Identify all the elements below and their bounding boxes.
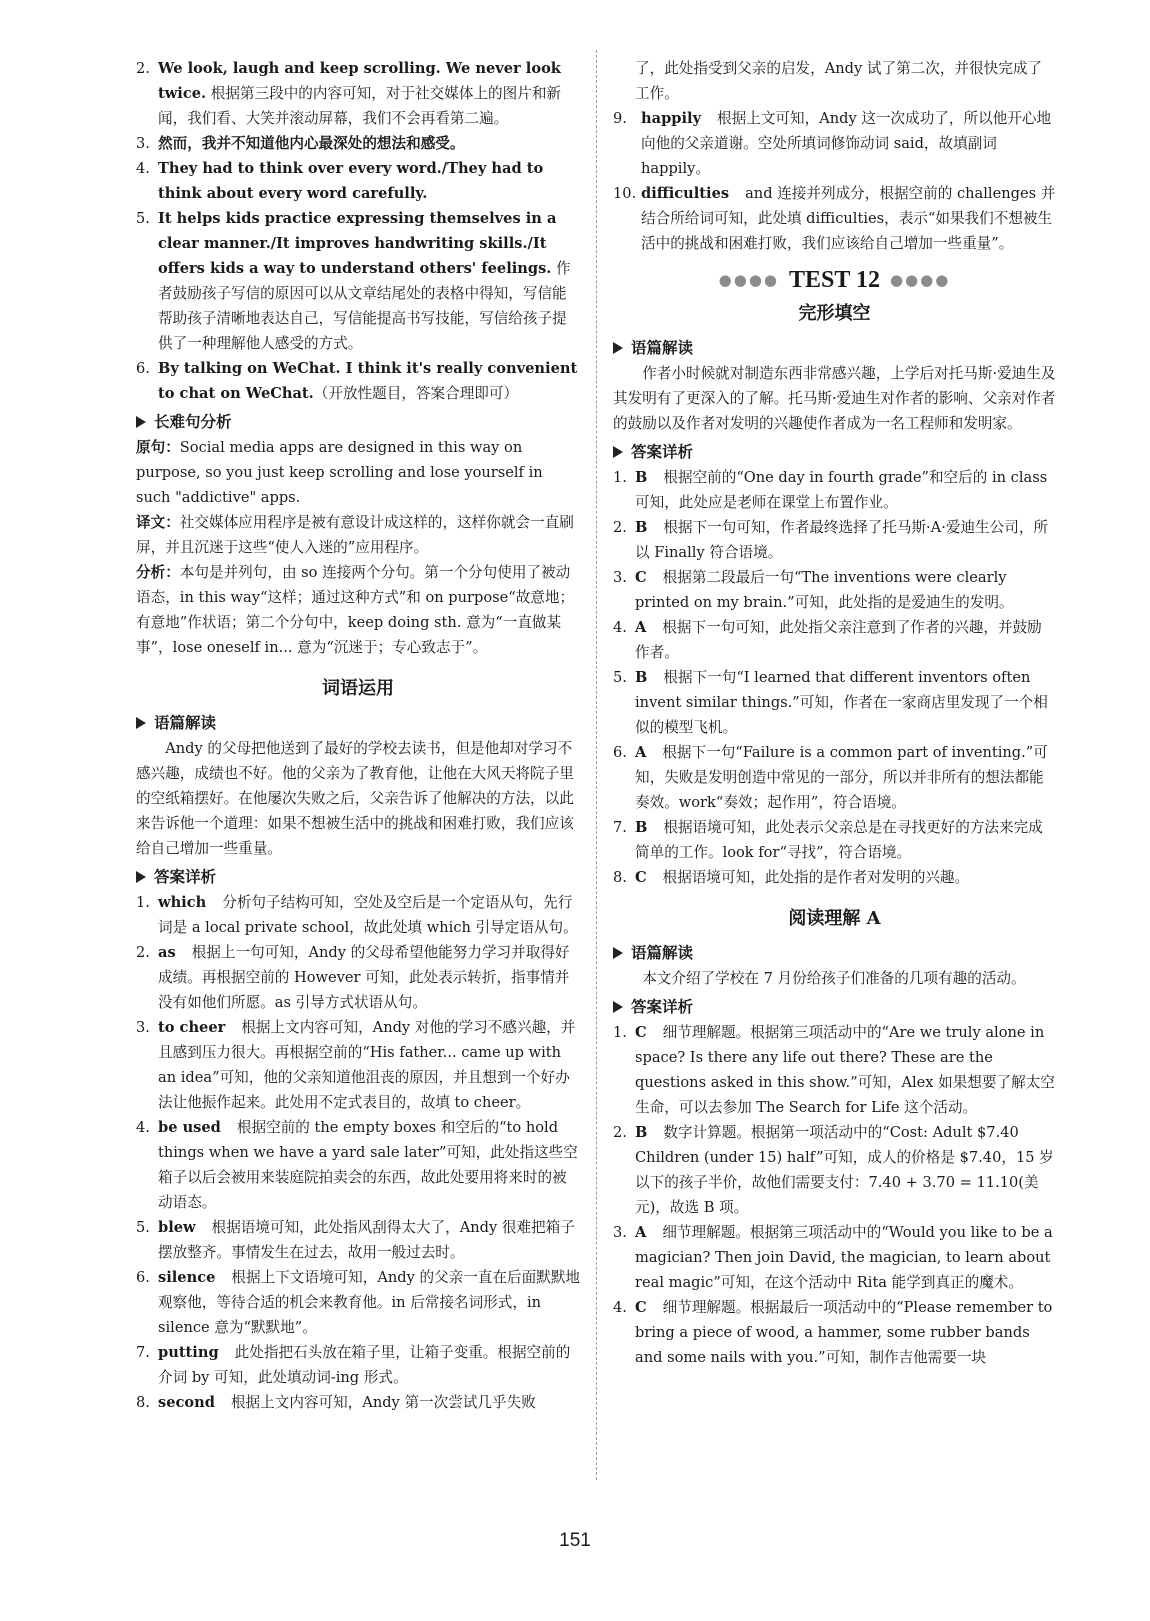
answer-explanation: 根据上下文语境可知，Andy 的父亲一直在后面默默地观察他，等待合适的机会来教育他。in 后常接名词形式，in silence 意为“默默地”。 — [158, 1269, 581, 1336]
answers-heading: 答案详析 — [136, 864, 580, 889]
page-number: 151 — [559, 1530, 591, 1551]
answer-explanation: and 连接并列成分，根据空前的 challenges 并结合所给词可知，此处填 difficulties，表示“如果我们不想被生活中的挑战和困难打败，我们应该给自己增加一些重量”。 — [641, 185, 1056, 252]
answer-item — [613, 515, 1056, 565]
arrow-bullet-icon — [136, 717, 146, 729]
answer-number: 5. — [136, 210, 150, 227]
answer-list-word-usage-cont — [613, 106, 1056, 256]
answer-number: 4. — [136, 1119, 150, 1136]
analysis: 分析：本句是并列句，由 so 连接两个分句。第一个分句使用了被动语态，in this way“这样；通过这种方式”和 on purpose“故意地；有意地”作状语；第二个分句中，keep doing sth. 意为“一直做某事”，lose oneself in... 意为“沉迷于；专心致志于”。 — [136, 564, 575, 656]
answer-text-bold: We look, laugh and keep scrolling. We never look twice. — [158, 60, 561, 102]
answer-item — [136, 131, 580, 156]
decorative-dots: ●●●● — [718, 271, 780, 289]
answer-explanation: 此处指把石头放在箱子里，让箱子变重。根据空前的介词 by 可知，此处填动词-ing 形式。 — [158, 1344, 571, 1386]
ra-answers-heading: 答案详析 — [613, 994, 1056, 1019]
answer-key: A — [635, 619, 647, 636]
answer-number: 2. — [136, 944, 150, 961]
answer-key: B — [635, 819, 648, 836]
answer-key: difficulties — [641, 185, 730, 202]
answer-number: 1. — [136, 894, 150, 911]
answer-key: blew — [158, 1219, 196, 1236]
answer-item — [613, 1120, 1056, 1220]
answer-number: 2. — [613, 519, 627, 536]
answer-text-bold: By talking on WeChat. I think it's really convenient to chat on WeChat. — [158, 360, 578, 402]
answer-text-bold: It helps kids practice expressing themselves in a clear manner./It improves handwriting skills./It offers kids a way to understand others' feelings. — [158, 210, 557, 277]
answer-key: as — [158, 944, 176, 961]
answer-number: 2. — [136, 60, 150, 77]
answer-number: 4. — [613, 619, 627, 636]
answer-item — [136, 156, 580, 206]
answer-number: 6. — [613, 744, 627, 761]
arrow-bullet-icon — [136, 871, 146, 883]
answer-explanation: 细节理解题。根据第三项活动中的“Would you like to be a magician? Then join David, the magician, to learn about real magic”可知，在这个活动中 Rita 能学到真正的魔术。 — [635, 1224, 1053, 1291]
answer-item — [136, 1265, 580, 1340]
answer-number: 4. — [136, 160, 150, 177]
answer-key: happily — [641, 110, 702, 127]
answer-list-cloze — [613, 465, 1056, 890]
answer-number: 8. — [613, 869, 627, 886]
reading-heading: 语篇解读 — [136, 710, 580, 735]
answer-explanation: 根据上文内容可知，Andy 对他的学习不感兴趣，并且感到压力很大。再根据空前的“His father... came up with an idea”可知，他的父亲知道他沮丧的原因，并且想到一个好办法让他振作起来。此处用不定式表目的，故填 to cheer。 — [158, 1019, 576, 1111]
left-column — [136, 56, 580, 1415]
answer-explanation: 作者鼓励孩子写信的原因可以从文章结尾处的表格中得知，写信能帮助孩子清晰地表达自己，写信能提高书写技能，写信给孩子提供了一种理解他人感受的方式。 — [158, 260, 571, 352]
cloze-answers-heading: 答案详析 — [613, 439, 1056, 464]
answer-number: 10. — [613, 185, 637, 202]
answer-key: B — [635, 469, 648, 486]
answer-explanation: 根据第三段中的内容可知，对于社交媒体上的图片和新闻，我们看、大笑并滚动屏幕，我们不会再看第二遍。 — [158, 85, 562, 127]
arrow-bullet-icon — [136, 416, 146, 428]
answer-item — [136, 206, 580, 356]
answer-item — [613, 865, 1056, 890]
answer-key: A — [635, 744, 647, 761]
cloze-reading-heading: 语篇解读 — [613, 335, 1056, 360]
answer-key: second — [158, 1394, 215, 1411]
cloze-reading-summary: 作者小时候就对制造东西非常感兴趣，上学后对托马斯·爱迪生及其发明有了更深入的了解。托马斯·爱迪生对作者的影响、父亲对作者的鼓励以及作者对发明的兴趣使作者成为一名工程师和发明家。 — [613, 365, 1056, 432]
section-title-reading-a: 阅读理解 A — [788, 908, 881, 929]
answer-key: C — [635, 569, 647, 586]
answer-explanation: 数字计算题。根据第一项活动中的“Cost: Adult $7.40 Children (under 15) half”可知，成人的价格是 $7.40，15 岁以下的孩子半价，故他们需要支付：7.40 + 3.70 = 11.10(美元)，故选 B 项。 — [635, 1124, 1054, 1216]
answer-explanation: 根据语境可知，此处指的是作者对发明的兴趣。 — [662, 869, 970, 886]
answer-number: 3. — [136, 135, 150, 152]
answer-number: 7. — [136, 1344, 150, 1361]
answer-number: 4. — [613, 1299, 627, 1316]
answer-explanation: 根据下一句可知，此处指父亲注意到了作者的兴趣，并鼓励作者。 — [635, 619, 1042, 661]
answer-key: putting — [158, 1344, 219, 1361]
answer-item — [613, 1020, 1056, 1120]
column-divider — [596, 50, 597, 1480]
answer-number: 6. — [136, 360, 150, 377]
answer-number: 8. — [136, 1394, 150, 1411]
answer-number: 1. — [613, 469, 627, 486]
right-column — [613, 56, 1056, 1370]
ra-reading-summary: 本文介绍了学校在 7 月份给孩子们准备的几项有趣的活动。 — [642, 970, 1026, 987]
reading-summary: Andy 的父母把他送到了最好的学校去读书，但是他却对学习不感兴趣，成绩也不好。他的父亲为了教育他，让他在大风天将院子里的空纸箱摆好。在他屡次失败之后，父亲告诉了他解决的方法，以此来告诉他一个道理：如果不想被生活中的挑战和困难打败，我们应该给自己增加一些重量。 — [136, 740, 574, 857]
answer-explanation: 根据下一句“Failure is a common part of inventing.”可知，失败是发明创造中常见的一部分，所以并非所有的想法都能奏效。work“奏效；起作用”，符合语境。 — [635, 744, 1048, 811]
section-title-word-usage: 词语运用 — [322, 678, 394, 699]
answer-number: 1. — [613, 1024, 627, 1041]
answer-number: 5. — [136, 1219, 150, 1236]
answer-item — [613, 740, 1056, 815]
answer-explanation: 根据第二段最后一句“The inventions were clearly printed on my brain.”可知，此处指的是爱迪生的发明。 — [635, 569, 1014, 611]
answer-explanation: 根据下一句可知，作者最终选择了托马斯·A·爱迪生公司，所以 Finally 符合语境。 — [635, 519, 1049, 561]
answer-item — [613, 181, 1056, 256]
answer-item — [613, 465, 1056, 515]
answer-explanation: 根据上文内容可知，Andy 第一次尝试几乎失败 — [230, 1394, 536, 1411]
answer-key: A — [635, 1224, 647, 1241]
answer-explanation: （开放性题目，答案合理即可） — [313, 385, 519, 402]
answer-item — [613, 665, 1056, 740]
answer-item — [613, 565, 1056, 615]
answer-explanation: 根据语境可知，此处指风刮得太大了，Andy 很难把箱子摆放整齐。事情发生在过去，故用一般过去时。 — [158, 1219, 575, 1261]
long-sentence-heading: 长难句分析 — [136, 409, 580, 434]
answer-text-bold: 然而，我并不知道他内心最深处的想法和感受。 — [158, 135, 465, 152]
answer-explanation: 细节理解题。根据第三项活动中的“Are we truly alone in space? Is there any life out there? These are the questions asked in this show.”可知，Alex 如果想要了解太空生命，可以去参加 The Search for Life 这个活动。 — [635, 1024, 1055, 1116]
answer-item — [613, 1220, 1056, 1295]
answer-key: B — [635, 519, 648, 536]
answer-explanation: 根据空前的“One day in fourth grade”和空后的 in class 可知，此处应是老师在课堂上布置作业。 — [635, 469, 1048, 511]
answer-text-bold: They had to think over every word./They had to think about every word carefully. — [158, 160, 544, 202]
answer-number: 3. — [613, 569, 627, 586]
answer-item — [613, 615, 1056, 665]
answer-key: B — [635, 1124, 648, 1141]
original-sentence: 原句：Social media apps are designed in this way on purpose, so you just keep scrolling and lose yourself in such "addictive" apps. — [136, 439, 543, 506]
answer-item — [136, 1215, 580, 1265]
answer-number: 5. — [613, 669, 627, 686]
answer-explanation: 根据语境可知，此处表示父亲总是在寻找更好的方法来完成简单的工作。look for“寻找”，符合语境。 — [635, 819, 1043, 861]
answer-key: which — [158, 894, 207, 911]
answer-number: 7. — [613, 819, 627, 836]
answer-explanation: 根据上一句可知，Andy 的父母希望他能努力学习并取得好成绩。再根据空前的 However 可知，此处表示转折，指事情并没有如他们所愿。as 引导方式状语从句。 — [158, 944, 570, 1011]
answer-explanation: 根据上文可知，Andy 这一次成功了，所以他开心地向他的父亲道谢。空处所填词修饰动词 said，故填副词 happily。 — [641, 110, 1052, 177]
answer-list-word-usage — [136, 890, 580, 1415]
answer-continuation: 了，此处指受到父亲的启发，Andy 试了第二次，并很快完成了工作。 — [635, 60, 1043, 102]
answer-item — [136, 356, 580, 406]
arrow-bullet-icon — [613, 342, 623, 354]
answer-item — [613, 1295, 1056, 1370]
answer-key: silence — [158, 1269, 216, 1286]
answer-explanation: 根据下一句“I learned that different inventors often invent similar things.”可知，作者在一家商店里发现了一个相似的模型飞机。 — [635, 669, 1048, 736]
test-banner — [613, 268, 1056, 293]
answer-number: 3. — [613, 1224, 627, 1241]
answer-item — [136, 1015, 580, 1115]
decorative-dots: ●●●● — [889, 271, 951, 289]
answer-number: 9. — [613, 110, 627, 127]
answer-item — [136, 56, 580, 131]
answer-item — [136, 1390, 580, 1415]
answer-key: C — [635, 869, 647, 886]
test-title: TEST 12 — [789, 267, 880, 293]
answer-explanation: 分析句子结构可知，空处及空后是一个定语从句，先行词是 a local private school，故此处填 which 引导定语从句。 — [158, 894, 578, 936]
answer-key: to cheer — [158, 1019, 226, 1036]
answer-number: 6. — [136, 1269, 150, 1286]
section-title-cloze: 完形填空 — [798, 303, 871, 324]
arrow-bullet-icon — [613, 947, 623, 959]
answer-list-previous — [136, 56, 580, 406]
answer-key: C — [635, 1024, 647, 1041]
answer-number: 3. — [136, 1019, 150, 1036]
answer-key: be used — [158, 1119, 221, 1136]
answer-number: 2. — [613, 1124, 627, 1141]
answer-item — [136, 890, 580, 940]
answer-item — [613, 815, 1056, 865]
arrow-bullet-icon — [613, 446, 623, 458]
answer-explanation: 细节理解题。根据最后一项活动中的“Please remember to bring a piece of wood, a hammer, some rubber bands and some nails with you.”可知，制作吉他需要一块 — [635, 1299, 1053, 1366]
answer-item — [136, 940, 580, 1015]
answer-item — [136, 1340, 580, 1390]
answer-item — [613, 106, 1056, 181]
arrow-bullet-icon — [613, 1001, 623, 1013]
answer-list-reading-a — [613, 1020, 1056, 1370]
answer-key: C — [635, 1299, 647, 1316]
answer-item — [136, 1115, 580, 1215]
answer-key: B — [635, 669, 648, 686]
answer-explanation: 根据空前的 the empty boxes 和空后的“to hold things when we have a yard sale later”可知，此处指这些空箱子以后会被用来装庭院拍卖会的东西，故此处要用将来时的被动语态。 — [158, 1119, 578, 1211]
ra-reading-heading: 语篇解读 — [613, 940, 1056, 965]
translation: 译文：社交媒体应用程序是被有意设计成这样的，这样你就会一直刷屏，并且沉迷于这些“使人入迷的”应用程序。 — [136, 514, 574, 556]
